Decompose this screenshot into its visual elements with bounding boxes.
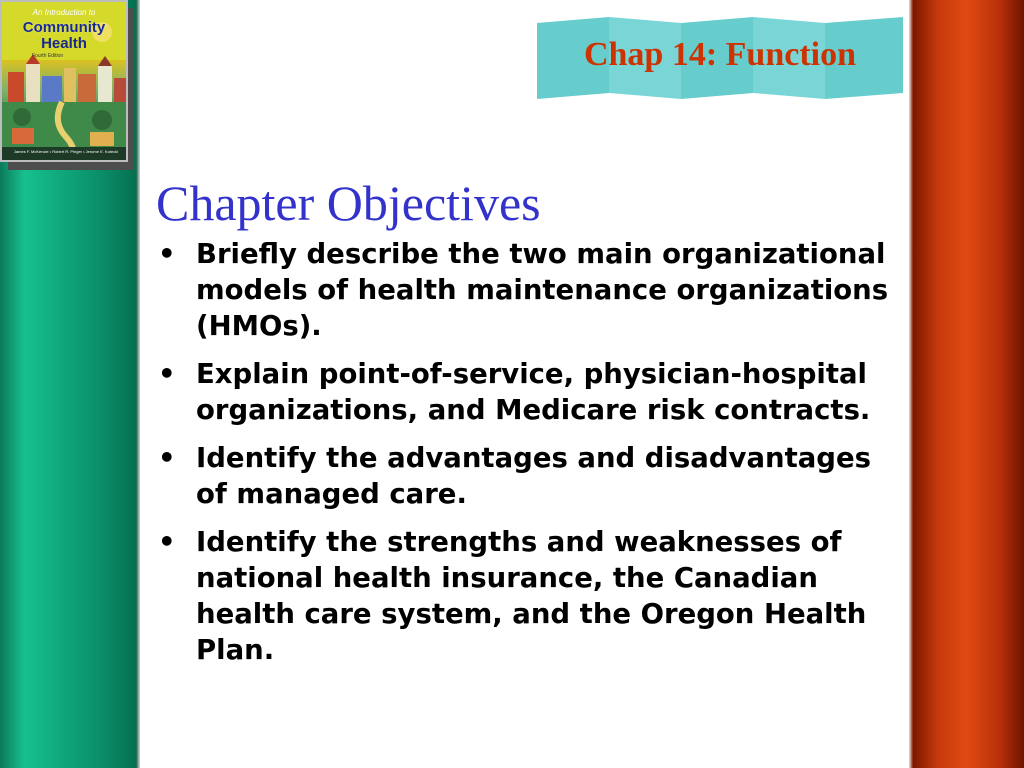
chapter-label: Chap 14: Function	[583, 36, 857, 73]
objectives-list	[158, 236, 903, 680]
bullet-icon: •	[158, 358, 176, 390]
cover-subtitle: An Introduction to	[32, 8, 96, 17]
left-band-edge	[136, 0, 140, 768]
cover-title-line1: Community	[22, 19, 106, 36]
list-item-text: Identify the strengths and weaknesses of national health insurance, the Canadian health care system, and the Oregon Health Plan.	[196, 526, 867, 666]
list-item	[158, 356, 903, 428]
right-band-edge	[909, 0, 913, 768]
list-item-text: Explain point-of-service, physician-hospital organizations, and Medicare risk contracts.	[196, 358, 871, 426]
list-item	[158, 236, 903, 344]
bullet-icon: •	[158, 526, 176, 558]
book-cover-image	[0, 0, 128, 162]
list-item-text: Identify the advantages and disadvantages of managed care.	[196, 442, 871, 510]
cover-edition: Fourth Edition	[32, 53, 64, 59]
list-item	[158, 524, 903, 668]
slide-title: Chapter Objectives	[156, 174, 541, 231]
right-decorative-band	[913, 0, 1024, 768]
bullet-icon: •	[158, 238, 176, 270]
bullet-icon: •	[158, 442, 176, 474]
list-item	[158, 440, 903, 512]
cover-authors: James F. McKenzie • Robert R. Pinger • Jerome E. Kotecki	[13, 149, 119, 154]
list-item-text: Briefly describe the two main organizational models of health maintenance organizations (HMOs).	[196, 238, 889, 342]
cover-title-line2: Health	[41, 35, 87, 52]
